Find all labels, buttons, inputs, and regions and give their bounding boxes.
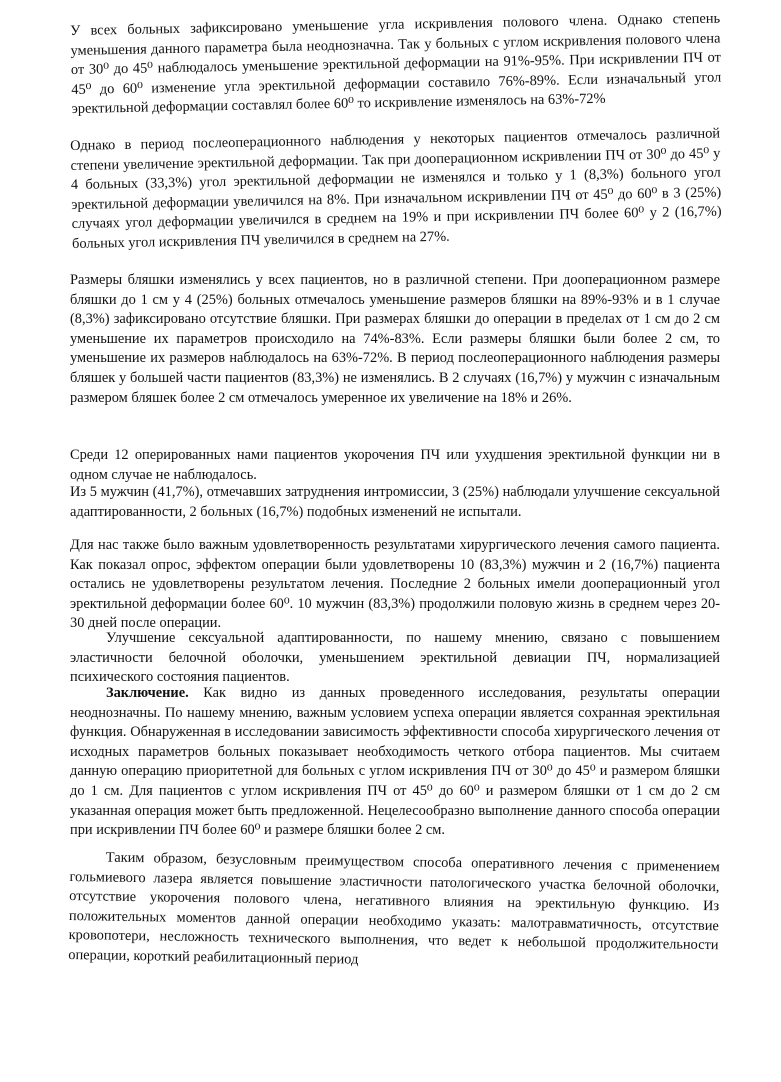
paragraph-postoperative-deformation: Однако в период послеоперационного наблюдения у некоторых пациентов отмечалось различной степени увеличение эректильной деформации. Так при дооперационном искривлении ПЧ от 30⁰ до 45⁰ у 4 больных (33,3%) угол эректильной деформации не изменялся и только у 1 (8,3%) больного угол эректильной деформации увеличился на 8%. При изначальном искривлении ПЧ от 45⁰ до 60⁰ в 3 (25%) случаях угол деформации увеличился в среднем на 19% и при искривлении ПЧ более 60⁰ у 2 (16,7%) больных угол искривления ПЧ увеличился в среднем на 27%. [70, 125, 722, 252]
paragraph-intromission: Из 5 мужчин (41,7%), отмечавших затруднения интромиссии, 3 (25%) наблюдали улучшение сексуальной адаптированности, 2 больных (16,7%) подобных изменений не испытали. [70, 484, 720, 520]
conclusion-text: Как видно из данных проведенного исследования, результаты операции неоднозначны. По нашему мнению, важным условием успеха операции является сохранная эректильная функция. Обнаруженная в исследовании зависимость эффективности способа хирургического лечения от исходных параметров больных показывает необходимость четкого отбора пациентов. Мы считаем данную операцию приоритетной для больных с углом искривления ПЧ от 30⁰ до 45⁰ и размером бляшки до 1 см. Для пациентов с углом искривления ПЧ от 45⁰ до 60⁰ и размером бляшки от 1 см до 2 см указанная операция может быть предложенной. Нецелесообразно выполнение данного способа операции при искривлении ПЧ более 60⁰ и размере бляшки более 2 см. [70, 685, 720, 839]
conclusion-heading: Заключение. [106, 685, 189, 701]
paragraph-no-shortening: Среди 12 оперированных нами пациентов укорочения ПЧ или ухудшения эректильной функции ни в одном случае не наблюдалось. [70, 447, 720, 483]
paragraph-final-summary: Таким образом, безусловным преимуществом способа оперативного лечения с применением гольмиевого лазера является повышение эластичности патологического участка белочной оболочки, отсутствие укорочения полового члена, негативного влияния на эректильную функцию. Из положительных моментов данной операции необходимо указать: малотравматичность, отсутствие кровопотери, несложность технического выполнения, что ведет к небольшой продолжительности операции, короткий реабилитационный период [68, 849, 720, 968]
paragraph-plaque-angle-reduction: У всех больных зафиксировано уменьшение угла искривления полового члена. Однако степень уменьшения данного параметра была неоднозначна. Так у больных с углом искривления полового члена от 30⁰ до 45⁰ наблюдалось уменьшение эректильной деформации на 91%-95%. При искривлении ПЧ от 45⁰ до 60⁰ изменение угла эректильной деформации составило 76%-89%. Если изначальный угол эректильной деформации составлял более 60⁰ то искривление изменялось на 63%-72% [70, 10, 722, 118]
paragraph-sexual-adaptation: Улучшение сексуальной адаптированности, по нашему мнению, связано с повышением эластичности белочной оболочки, уменьшением эректильной девиации ПЧ, нормализацией психического состояния пациентов. [70, 630, 720, 686]
paragraph-plaque-size: Размеры бляшки изменялись у всех пациентов, но в различной степени. При дооперационном размере бляшки до 1 см у 4 (25%) больных отмечалось уменьшение размеров бляшки на 89%-93% и в 1 случае (8,3%) зафиксировано отсутствие бляшки. При размерах бляшки до операции в пределах от 1 см до 2 см уменьшение их параметров происходило на 74%-83%. Если размеры бляшки были более 2 см, то уменьшение их размеров наблюдалось на 63%-72%. В период послеоперационного наблюдения размеры бляшек у большей части пациентов (83,3%) не изменялись. В 2 случаях (16,7%) у мужчин с изначальным размером бляшек более 2 см отмечалось умеренное их увеличение на 18% и 26%. [70, 272, 720, 406]
paragraph-conclusion [70, 684, 720, 841]
paragraph-patient-satisfaction: Для нас также было важным удовлетворенность результатами хирургического лечения самого пациента. Как показал опрос, эффектом операции были удовлетворены 10 (83,3%) мужчин и 2 (16,7%) пациента остались не удовлетворены результатом лечения. Последние 2 больных имели дооперационный угол эректильной деформации более 60⁰. 10 мужчин (83,3%) продолжили половую жизнь в среднем через 20-30 дней после операции. [70, 537, 720, 632]
